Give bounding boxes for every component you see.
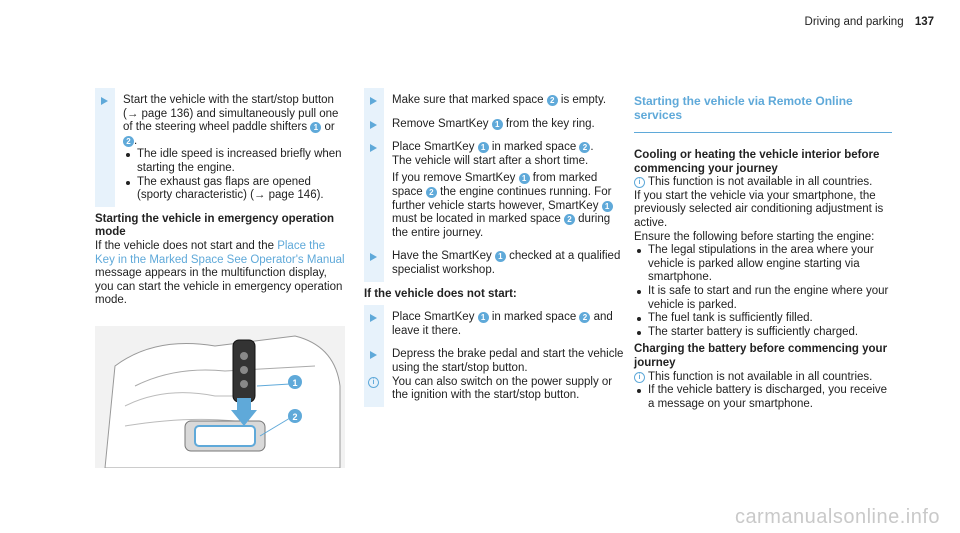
- step-arrow-icon: [370, 314, 377, 322]
- step-text: Depress the brake pedal and start the vehicle using the start/stop button.: [392, 348, 624, 374]
- step-start-vehicle: [95, 94, 345, 203]
- step-arrow-icon: [101, 97, 108, 105]
- step-remove-key: [364, 118, 629, 132]
- step-check-space: [364, 94, 629, 108]
- callout-badge: 2: [579, 142, 590, 153]
- section-name: Driving and parking: [804, 16, 904, 28]
- step-text: Make sure that marked space 2 is empty.: [392, 94, 607, 106]
- step-arrow-icon: [370, 97, 377, 105]
- callout-badge: 1: [495, 251, 506, 262]
- section-heading: If the vehicle does not start:: [364, 287, 517, 300]
- watermark: carmanualsonline.info: [734, 506, 940, 529]
- step-text: Start the vehicle with the start/stop button (→ page 136) and simultaneously pull one of the steering wheel paddle shifters 1 or 2 .: [123, 94, 339, 147]
- callout-badge: 1: [478, 142, 489, 153]
- step-text: Remove SmartKey 1 from the key ring.: [392, 117, 595, 130]
- callout-badge: 2: [426, 187, 437, 198]
- step-arrow-icon: [370, 121, 377, 129]
- callout-badge: 1: [519, 173, 530, 184]
- callout-badge: 1: [492, 119, 503, 130]
- column-3: [634, 94, 892, 411]
- callout-badge: 1: [478, 312, 489, 323]
- paragraph: If you start the vehicle via your smartphone, the previously selected air conditioning adjustment is active.: [634, 189, 884, 229]
- note: [634, 176, 892, 190]
- figure-smartkey-space: [95, 326, 345, 468]
- callout-badge: 2: [547, 95, 558, 106]
- info-icon: i: [368, 377, 379, 388]
- list-item: The legal stipulations in the area where your vehicle is parked allow engine starting via smartphone.: [634, 244, 892, 285]
- column-2: [364, 94, 629, 413]
- note: [634, 371, 892, 385]
- callout-badge: 2: [579, 312, 590, 323]
- step-arrow-icon: [370, 253, 377, 261]
- step-arrow-icon: [370, 351, 377, 359]
- step-result: The vehicle will start after a short time.: [392, 154, 589, 167]
- info-icon: i: [634, 372, 645, 383]
- page-number: 137: [914, 16, 934, 28]
- subheading-cooling-heating: Cooling or heating the vehicle interior before commencing your journey: [634, 149, 880, 175]
- callout-2-badge: 2: [123, 136, 134, 147]
- center-console-illustration: [95, 326, 345, 468]
- step-text: Place SmartKey 1 in marked space 2 and leave it there.: [392, 311, 613, 337]
- step-place-key-leave: [364, 311, 629, 338]
- step-text: Place SmartKey 1 in marked space 2 .: [392, 141, 594, 154]
- list-item: It is safe to start and run the engine where your vehicle is parked.: [634, 285, 892, 312]
- callout-badge: 2: [564, 214, 575, 225]
- callout-badge: 1: [602, 201, 613, 212]
- list-item: The idle speed is increased briefly when starting the engine.: [123, 148, 345, 175]
- callout-2-label: 2: [292, 411, 298, 422]
- step-text: Have the SmartKey 1 checked at a qualified specialist workshop.: [392, 250, 621, 276]
- note-text: This function is not available in all countries.: [648, 370, 873, 383]
- section-title: Starting the vehicle via Remote Online services: [634, 94, 892, 133]
- paragraph: Ensure the following before starting the engine:: [634, 230, 875, 243]
- step-place-key: [364, 141, 629, 240]
- section-heading: Starting the vehicle in emergency operation mode: [95, 212, 335, 239]
- note: [364, 376, 629, 403]
- list-item: The starter battery is sufficiently charged.: [634, 326, 892, 340]
- step-arrow-icon: [370, 144, 377, 152]
- callout-1-label: 1: [292, 377, 298, 388]
- list-item: The fuel tank is sufficiently filled.: [634, 312, 892, 326]
- step-depress-brake: [364, 348, 629, 402]
- note-text: You can also switch on the power supply or the ignition with the start/stop button.: [392, 375, 613, 402]
- note-text: This function is not available in all countries.: [648, 176, 873, 189]
- info-icon: i: [634, 177, 645, 188]
- paragraph: If the vehicle does not start and the Place the Key in the Marked Space See Operator's Manual message appears in the multifunction display, you can start the vehicle in emergency operation mode.: [95, 239, 345, 307]
- list-item: If the vehicle battery is discharged, you receive a message on your smartphone.: [634, 384, 892, 411]
- column-1: [95, 94, 345, 468]
- list-item: The exhaust gas flaps are opened (sporty characteristic) (→ page 146).: [123, 176, 345, 203]
- step-workshop: [364, 250, 629, 277]
- page-header: [805, 16, 934, 30]
- display-message-link[interactable]: Place the Key in the Marked Space See Operator's Manual: [95, 239, 345, 266]
- callout-1-badge: 1: [310, 122, 321, 133]
- step-detail: If you remove SmartKey 1 from marked space 2 the engine continues running. For further vehicle starts however, SmartKey 1 must be located in marked space 2 during the entire journey.: [392, 172, 612, 239]
- subheading-charging: Charging the battery before commencing your journey: [634, 343, 888, 369]
